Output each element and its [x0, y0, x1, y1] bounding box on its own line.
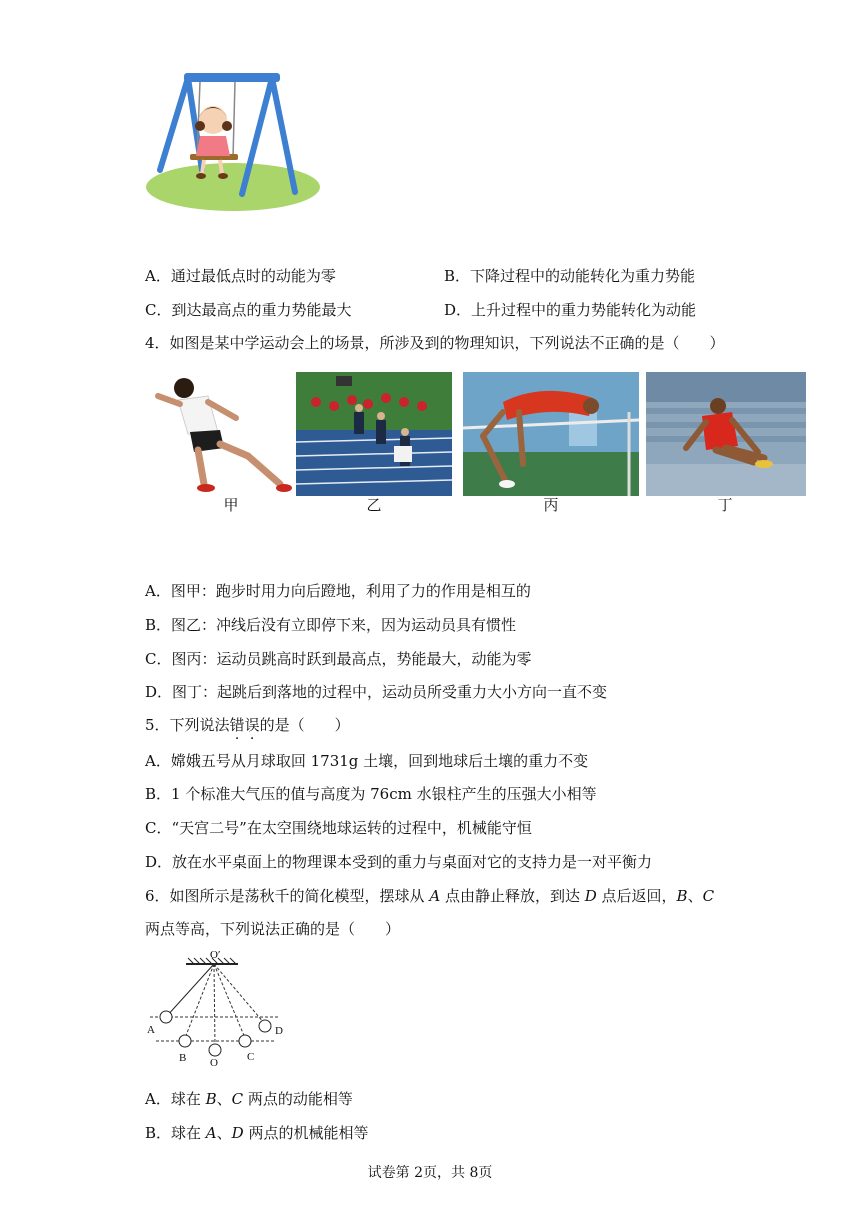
q5-option-b: B．1 个标准大气压的值与高度为 76cm 水银柱产生的压强大小相等: [145, 785, 597, 803]
label-b: B: [179, 1052, 187, 1064]
swing-illustration: [140, 66, 330, 216]
q6-option-a: A．球在 B、C 两点的动能相等: [145, 1090, 353, 1108]
q4-stem: 4．如图是某中学运动会上的场景，所涉及到的物理知识，下列说法不正确的是（ ）: [145, 334, 725, 352]
q6-stem-line1: 6．如图所示是荡秋千的简化模型，摆球从 A 点由静止释放，到达 D 点后返回，B、C: [145, 887, 715, 905]
photo-long-jump: [646, 372, 806, 496]
emphasis-char: 误: [244, 716, 260, 734]
page-footer: 试卷第 2页，共 8页: [367, 1165, 493, 1181]
label-c: C: [247, 1051, 255, 1063]
q3-option-c: C．到达最高点的重力势能最大: [145, 301, 352, 319]
label-o: O: [210, 1057, 218, 1066]
q4-option-c: C．图丙：运动员跳高时跃到最高点，势能最大，动能为零: [145, 650, 532, 668]
q5-option-d: D．放在水平桌面上的物理课本受到的重力与桌面对它的支持力是一对平衡力: [145, 853, 653, 871]
q3-option-a: A．通过最低点时的动能为零: [145, 267, 336, 285]
emphasis-char: 错: [229, 716, 245, 734]
q4-option-a: A．图甲：跑步时用力向后蹬地，利用了力的作用是相互的: [145, 582, 531, 600]
q3-option-b: B．下降过程中的动能转化为重力势能: [444, 267, 696, 285]
q4-option-d: D．图丁：起跳后到落地的过程中，运动员所受重力大小方向一直不变: [145, 683, 608, 701]
q3-option-d: D．上升过程中的重力势能转化为动能: [444, 301, 697, 319]
q6-option-b: B．球在 A、D 两点的机械能相等: [145, 1124, 369, 1142]
pendulum-diagram: [140, 946, 300, 1066]
label-a: A: [147, 1024, 155, 1036]
caption-yi: 乙: [366, 496, 382, 514]
caption-bing: 丙: [543, 496, 559, 514]
caption-ding: 丁: [717, 496, 733, 514]
photo-runner: [148, 372, 294, 496]
photo-sprint-finish: [296, 372, 452, 496]
q5-stem: 5．下列说法错误的是（ ）: [145, 716, 350, 734]
q4-option-b: B．图乙：冲线后没有立即停下来，因为运动员具有惯性: [145, 616, 517, 634]
q6-stem-line2: 两点等高，下列说法正确的是（ ）: [145, 920, 401, 938]
photo-high-jump: [463, 372, 639, 496]
caption-jia: 甲: [223, 496, 239, 514]
label-d: D: [275, 1025, 283, 1037]
q5-option-a: A．嫦娥五号从月球取回 1731g 土壤，回到地球后土壤的重力不变: [145, 752, 589, 770]
q5-option-c: C．“天宫二号”在太空围绕地球运转的过程中，机械能守恒: [145, 819, 532, 837]
label-o-prime: O′: [210, 949, 221, 961]
